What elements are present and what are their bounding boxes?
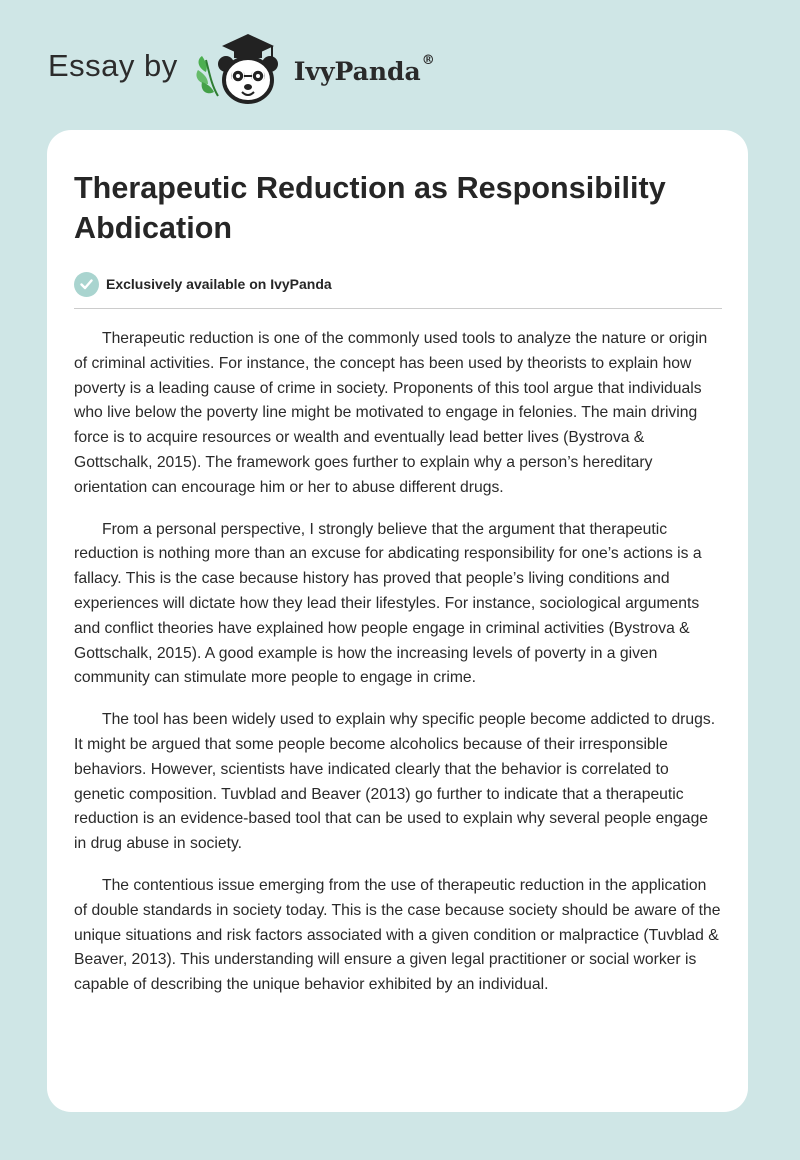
paragraph: The tool has been widely used to explain why specific people become addicted to drugs. It might be argued that some people become alcoholics because of their irresponsible behaviors. However, scientists have indicated clearly that the behavior is correlated to genetic composition. Tuvblad and Beaver (2013) go further to indicate that a therapeutic reduction is an evidence-based tool that can be used to explain why several people engage in drug abuse in society. <box>74 711 716 853</box>
page-title: Therapeutic Reduction as Responsibility Abdication <box>74 171 666 245</box>
exclusive-label: Exclusively available on IvyPanda <box>106 276 332 292</box>
exclusive-badge <box>74 270 722 298</box>
essay-card <box>47 130 748 1112</box>
essay-body <box>74 327 722 998</box>
panda-graduation-cap-icon <box>192 30 292 110</box>
brand-name: IvyPanda® <box>293 52 435 86</box>
site-brand[interactable] <box>48 30 435 110</box>
paragraph: From a personal perspective, I strongly believe that the argument that therapeutic reduction is nothing more than an excuse for abdicating responsibility for one’s actions is a fallacy. This is the case because history has proved that people’s living conditions and experiences will dictate how they lead their lifestyles. For instance, sociological arguments and conflict theories have explained how people engage in criminal activities (Bystrova & Gottschalk, 2015). A good example is how the increasing levels of poverty in a given community can stimulate more people to engage in crime. <box>74 520 702 687</box>
paragraph: Therapeutic reduction is one of the commonly used tools to analyze the nature or origin of criminal activities. For instance, the concept has been used by theorists to explain how poverty is a leading cause of crime in society. Proponents of this tool argue that individuals who live below the poverty line might be motivated to engage in felonies. The main driving force is to acquire resources or wealth and eventually lead better lives (Bystrova & Gottschalk, 2015). The framework goes further to explain why a person’s hereditary orientation can encourage him or her to abuse different drugs. <box>74 330 708 496</box>
registered-mark: ® <box>421 52 435 68</box>
brand-prefix: Essay by <box>48 48 178 83</box>
divider <box>74 308 722 309</box>
check-circle-icon <box>74 272 99 297</box>
leaf-icon <box>196 56 218 96</box>
paragraph: The contentious issue emerging from the use of therapeutic reduction in the application of double standards in society today. This is the case because society should be aware of the unique situations and risk factors associated with a given condition or malpractice (Tuvblad & Beaver, 2013). This understanding will ensure a given legal practitioner or social worker is capable of describing the unique behavior exhibited by an individual. <box>74 876 721 994</box>
